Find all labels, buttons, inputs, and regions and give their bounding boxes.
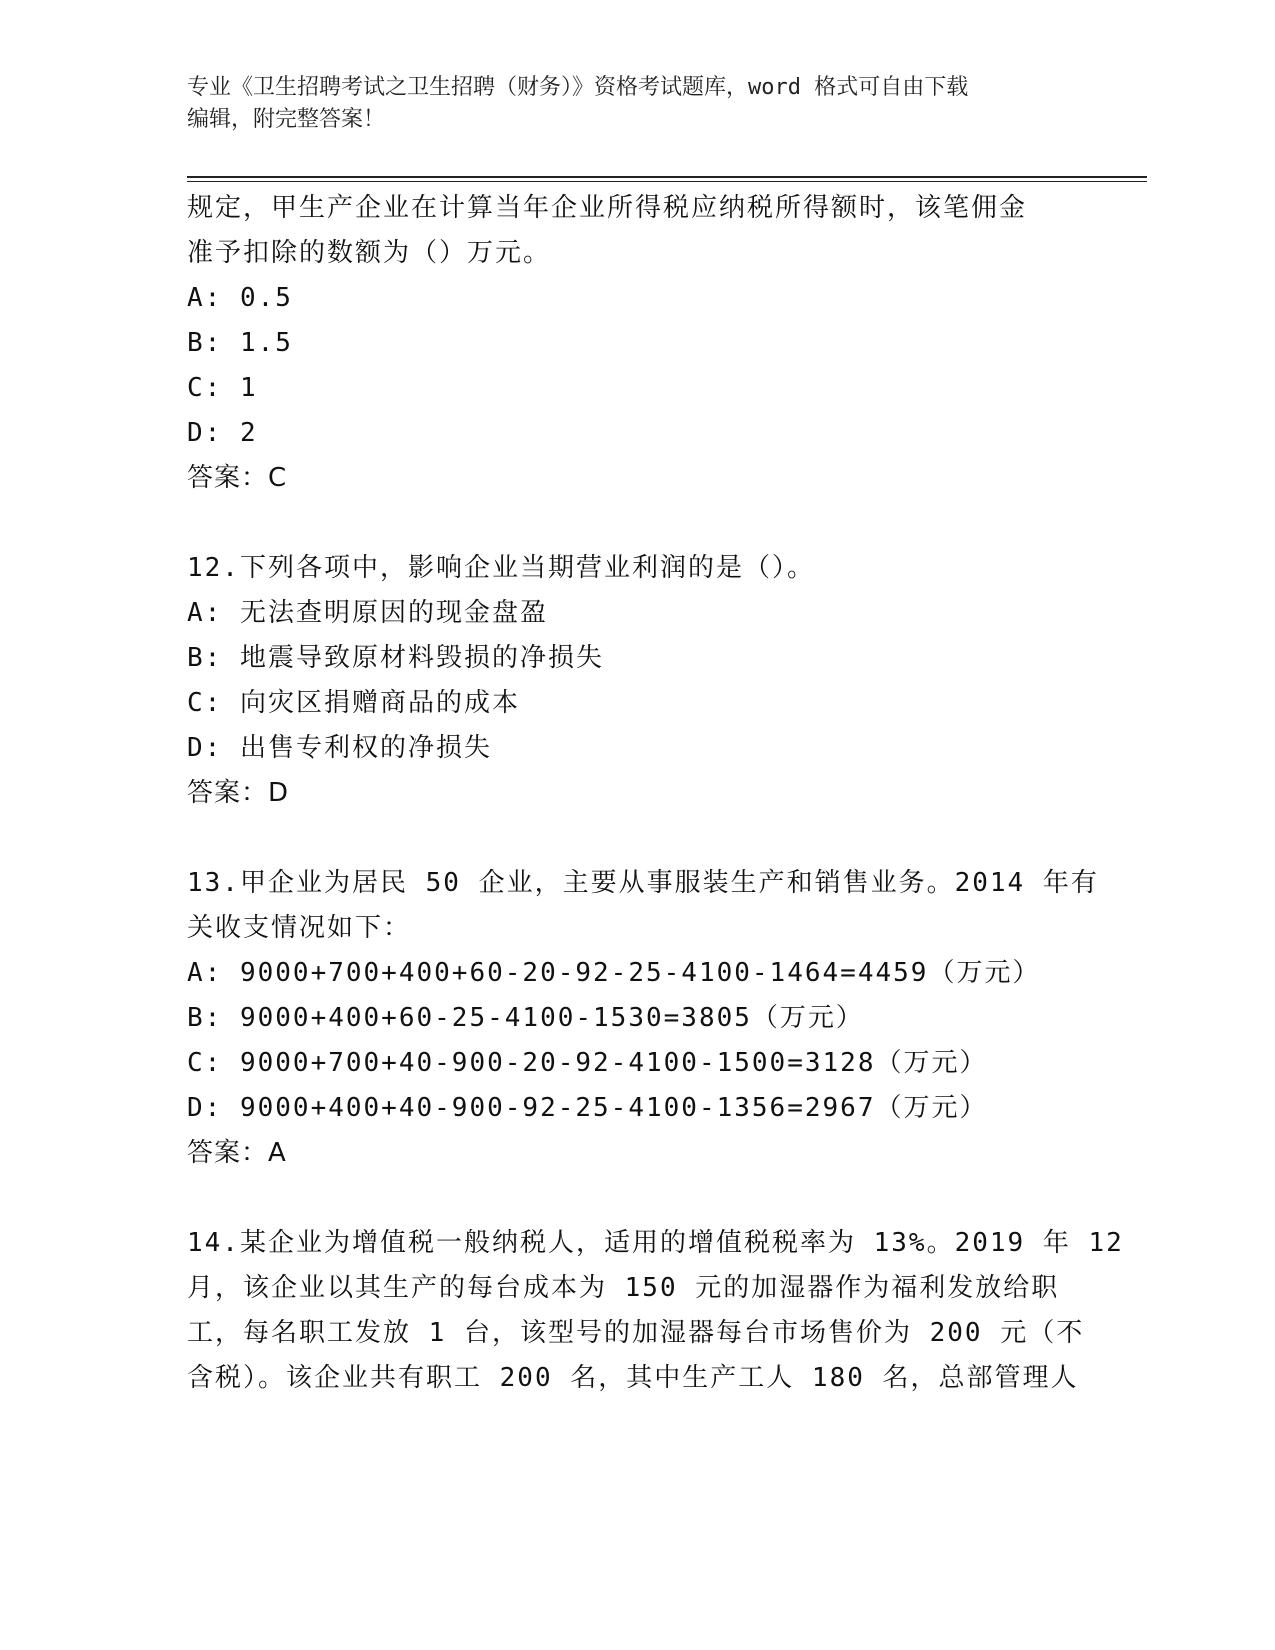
q12-option-d: D: 出售专利权的净损失 (187, 733, 492, 763)
document-header (187, 72, 1087, 136)
q13-option-d: D: 9000+400+40-900-92-25-4100-1356=2967（万元） (187, 1093, 988, 1123)
q13-option-c: C: 9000+700+40-900-20-92-4100-1500=3128（万元） (187, 1048, 988, 1078)
header-line-2: 编辑，附完整答案！ (187, 107, 386, 132)
header-divider-thin (187, 181, 1147, 182)
spacer (187, 816, 1087, 861)
q12-answer: 答案：D (187, 778, 290, 808)
q14-stem-line-3: 工，每名职工发放 1 台，该型号的加湿器每台市场售价为 200 元（不 (187, 1318, 1085, 1348)
q12-option-a: A: 无法查明原因的现金盘盈 (187, 598, 548, 628)
q13-answer: 答案：A (187, 1138, 287, 1168)
q11-option-c: C: 1 (187, 373, 258, 403)
q14-stem-line-1: 14.某企业为增值税一般纳税人，适用的增值税税率为 13%。2019 年 12 (187, 1228, 1124, 1258)
q11-option-b: B: 1.5 (187, 328, 293, 358)
question-content (187, 186, 1124, 1401)
q12-option-c: C: 向灾区捐赠商品的成本 (187, 688, 520, 718)
q13-option-b: B: 9000+400+60-25-4100-1530=3805（万元） (187, 1003, 864, 1033)
header-line-1: 专业《卫生招聘考试之卫生招聘（财务）》资格考试题库，word 格式可自由下载 (187, 75, 969, 100)
q11-stem-line-2: 准予扣除的数额为（）万元。 (187, 238, 552, 268)
q13-stem-line-2: 关收支情况如下： (187, 913, 412, 943)
spacer (187, 1176, 1087, 1221)
q12-option-b: B: 地震导致原材料毁损的净损失 (187, 643, 604, 673)
q12-stem-line-1: 12.下列各项中，影响企业当期营业利润的是（）。 (187, 553, 815, 583)
q14-stem-line-2: 月，该企业以其生产的每台成本为 150 元的加湿器作为福利发放给职 (187, 1273, 1060, 1303)
header-divider-thick (187, 176, 1147, 178)
q11-stem-line-1: 规定，甲生产企业在计算当年企业所得税应纳税所得额时，该笔佣金 (187, 193, 1028, 223)
q11-answer: 答案：C (187, 463, 288, 493)
q11-option-a: A: 0.5 (187, 283, 293, 313)
spacer (187, 501, 1087, 546)
q14-stem-line-4: 含税）。该企业共有职工 200 名，其中生产工人 180 名，总部管理人 (187, 1363, 1079, 1393)
q13-stem-line-1: 13.甲企业为居民 50 企业，主要从事服装生产和销售业务。2014 年有 (187, 868, 1099, 898)
q11-option-d: D: 2 (187, 418, 258, 448)
q13-option-a: A: 9000+700+400+60-20-92-25-4100-1464=4459（万元） (187, 958, 1041, 988)
